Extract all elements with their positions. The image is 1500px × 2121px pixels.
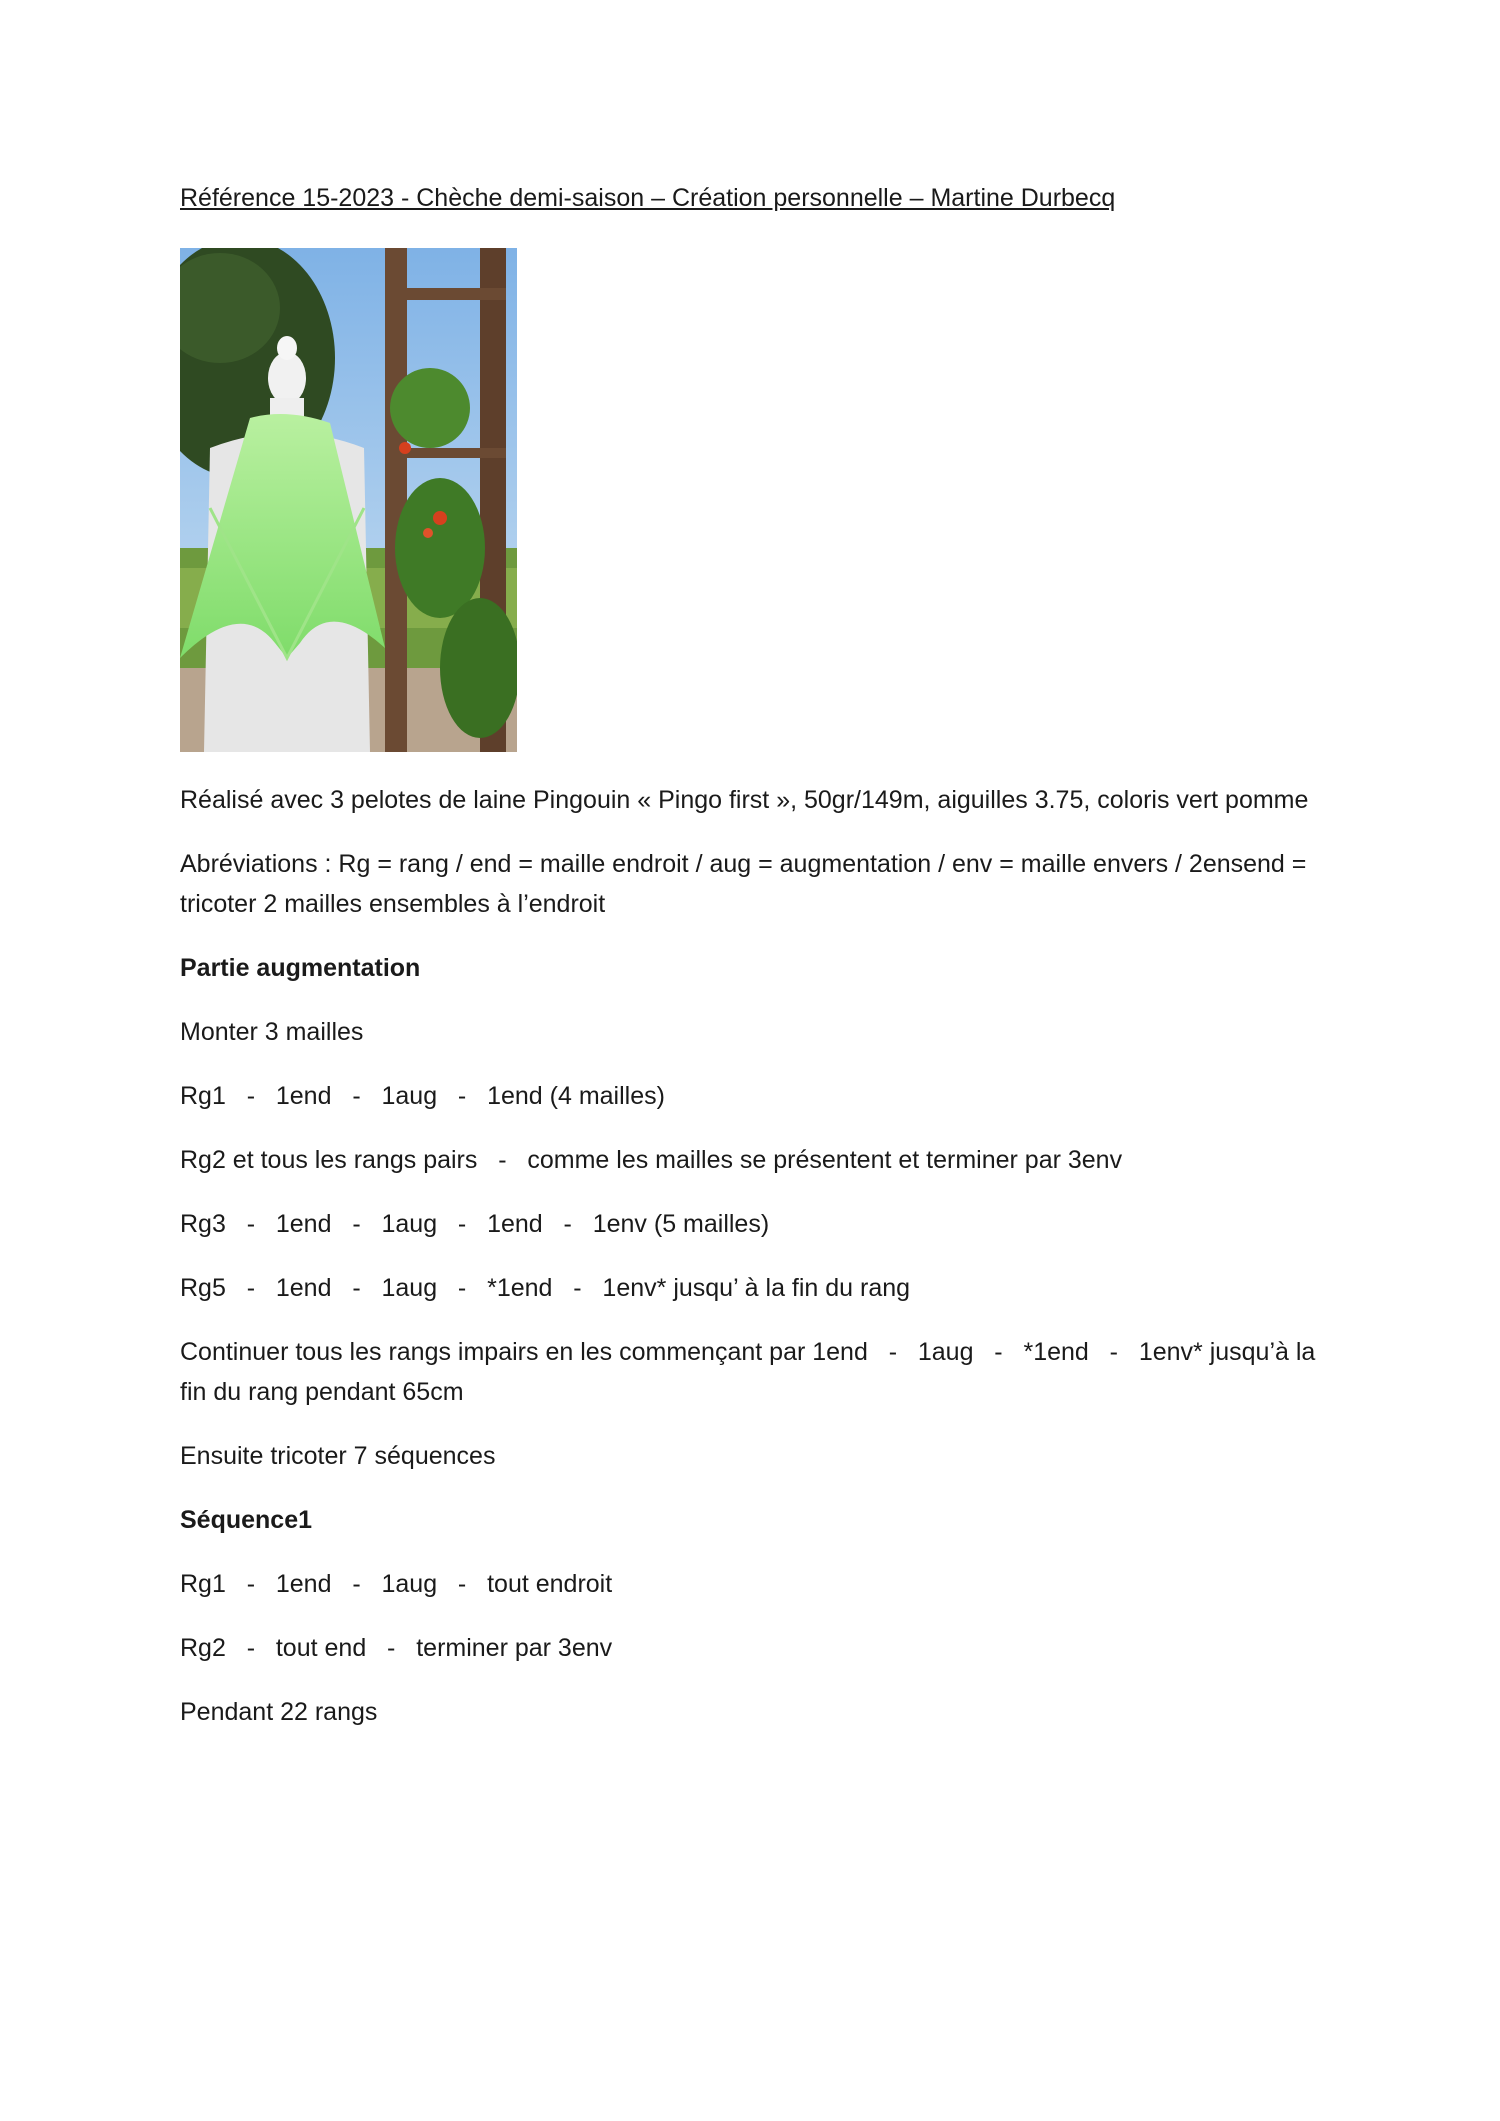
instruction-line: Monter 3 mailles <box>180 1018 364 1046</box>
document-content <box>180 178 1340 1756</box>
instruction-line: Rg5 - 1end - 1aug - *1end - 1env* jusqu’ à la fin du rang <box>180 1274 911 1302</box>
shawl-on-mannequin-photo <box>180 248 517 752</box>
instruction-line: Pendant 22 rangs <box>180 1698 378 1726</box>
instruction-line: Rg2 - tout end - terminer par 3env <box>180 1634 613 1662</box>
instruction-line: Rg2 et tous les rangs pairs - comme les mailles se présentent et terminer par 3env <box>180 1146 1123 1174</box>
instruction-line: Rg3 - 1end - 1aug - 1end - 1env (5 mailles) <box>180 1210 770 1238</box>
instruction-line: Rg1 - 1end - 1aug - tout endroit <box>180 1570 613 1598</box>
instruction-line: Rg1 - 1end - 1aug - 1end (4 mailles) <box>180 1082 665 1110</box>
instruction-line: Ensuite tricoter 7 séquences <box>180 1442 496 1470</box>
section-heading-augmentation: Partie augmentation <box>180 954 421 982</box>
materials-text: Réalisé avec 3 pelotes de laine Pingouin « Pingo first », 50gr/149m, aiguilles 3.75, coloris vert pomme <box>180 786 1309 814</box>
abbreviations-text: Abréviations : Rg = rang / end = maille endroit / aug = augmentation / env = maille envers / 2ensend = tricoter 2 mailles ensembles à l’endroit <box>180 850 1314 918</box>
section-heading-sequence1: Séquence1 <box>180 1506 313 1534</box>
document-title: Référence 15-2023 - Chèche demi-saison – Création personnelle – Martine Durbecq <box>180 184 1116 212</box>
instruction-line: Continuer tous les rangs impairs en les commençant par 1end - 1aug - *1end - 1env* jusqu’à la fin du rang pendant 65cm <box>180 1338 1323 1406</box>
